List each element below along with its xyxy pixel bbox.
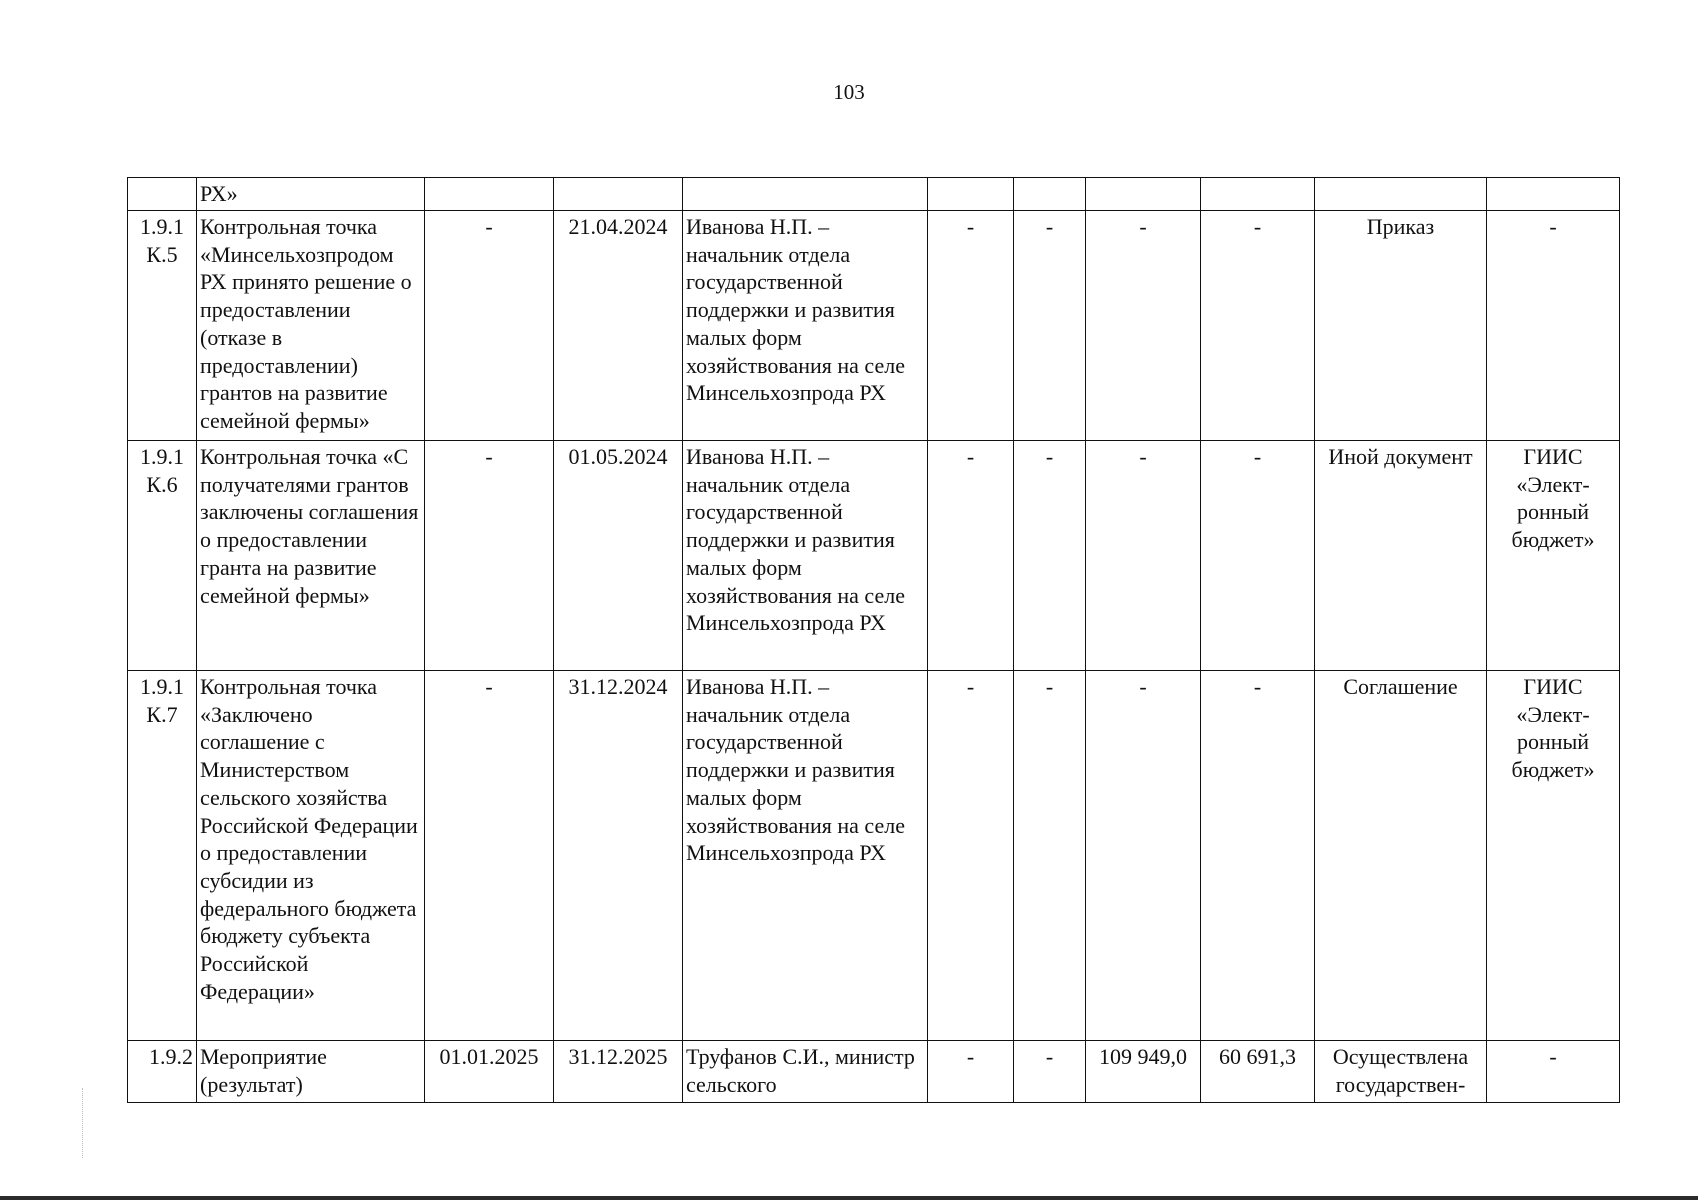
end-date-cell: 21.04.2024 [554,211,683,441]
document-type-cell: Осуществлена государствен- [1315,1041,1487,1103]
measure-name-cell: Мероприятие (результат) [197,1041,425,1103]
start-date-cell: - [425,671,554,1041]
table-row [128,211,1620,441]
measure-name-cell: РХ» [197,178,425,211]
value-cell: - [928,211,1014,441]
table-row [128,178,1620,211]
document-type-cell [1315,178,1487,211]
value-cell: - [1014,441,1086,671]
end-date-cell: 31.12.2024 [554,671,683,1041]
table-row [128,441,1620,671]
start-date-cell: - [425,211,554,441]
start-date-cell: 01.01.2025 [425,1041,554,1103]
responsible-cell [683,178,928,211]
information-system-cell [1487,178,1620,211]
end-date-cell [554,178,683,211]
value-cell: - [1086,211,1201,441]
value-cell [928,178,1014,211]
responsible-cell: Иванова Н.П. – начальник отдела государственной поддержки и развития малых форм хозяйствования на селе Минсельхозпрода РХ [683,211,928,441]
start-date-cell [425,178,554,211]
information-system-cell: ГИИС «Элект-ронный бюджет» [1487,671,1620,1041]
value-cell: - [1201,211,1315,441]
value-cell: - [928,671,1014,1041]
row-number-cell: 1.9.1 К.7 [128,671,197,1041]
page-number: 103 [833,80,865,104]
responsible-cell: Труфанов С.И., министр сельского [683,1041,928,1103]
row-number-cell: 1.9.1 К.6 [128,441,197,671]
value-cell: - [1014,211,1086,441]
value-cell: - [928,441,1014,671]
value-cell: - [1014,1041,1086,1103]
information-system-cell: - [1487,211,1620,441]
measure-name-cell: Контрольная точка «С получателями грантов заключены соглашения о предоставлении гранта на развитие семейной фермы» [197,441,425,671]
document-type-cell: Соглашение [1315,671,1487,1041]
scan-bottom-edge [0,1196,1698,1200]
value-cell: - [1086,671,1201,1041]
value-cell: - [1086,441,1201,671]
value-cell: - [1014,671,1086,1041]
table-row [128,671,1620,1041]
value-cell [1014,178,1086,211]
start-date-cell: - [425,441,554,671]
responsible-cell: Иванова Н.П. – начальник отдела государственной поддержки и развития малых форм хозяйствования на селе Минсельхозпрода РХ [683,671,928,1041]
value-cell: - [1201,441,1315,671]
document-type-cell: Иной документ [1315,441,1487,671]
value-cell: - [1201,671,1315,1041]
end-date-cell: 31.12.2025 [554,1041,683,1103]
responsible-cell: Иванова Н.П. – начальник отдела государственной поддержки и развития малых форм хозяйствования на селе Минсельхозпрода РХ [683,441,928,671]
row-number-cell: 1.9.2 [128,1041,197,1103]
end-date-cell: 01.05.2024 [554,441,683,671]
measure-name-cell: Контрольная точка «Минсельхозпродом РХ принято решение о предоставлении (отказе в предоставлении) грантов на развитие семейной фермы» [197,211,425,441]
value-cell: 60 691,3 [1201,1041,1315,1103]
information-system-cell: ГИИС «Элект-ронный бюджет» [1487,441,1620,671]
information-system-cell: - [1487,1041,1620,1103]
value-cell [1201,178,1315,211]
row-number-cell [128,178,197,211]
document-type-cell: Приказ [1315,211,1487,441]
measure-name-cell: Контрольная точка «Заключено соглашение с Министерством сельского хозяйства Российской Федерации о предоставлении субсидии из федерального бюджета бюджету субъекта Российской Федерации» [197,671,425,1041]
measures-table [127,177,1620,1103]
table-row [128,1041,1620,1103]
value-cell: - [928,1041,1014,1103]
scan-margin-marks [82,1088,85,1158]
value-cell [1086,178,1201,211]
value-cell: 109 949,0 [1086,1041,1201,1103]
row-number-cell: 1.9.1 К.5 [128,211,197,441]
